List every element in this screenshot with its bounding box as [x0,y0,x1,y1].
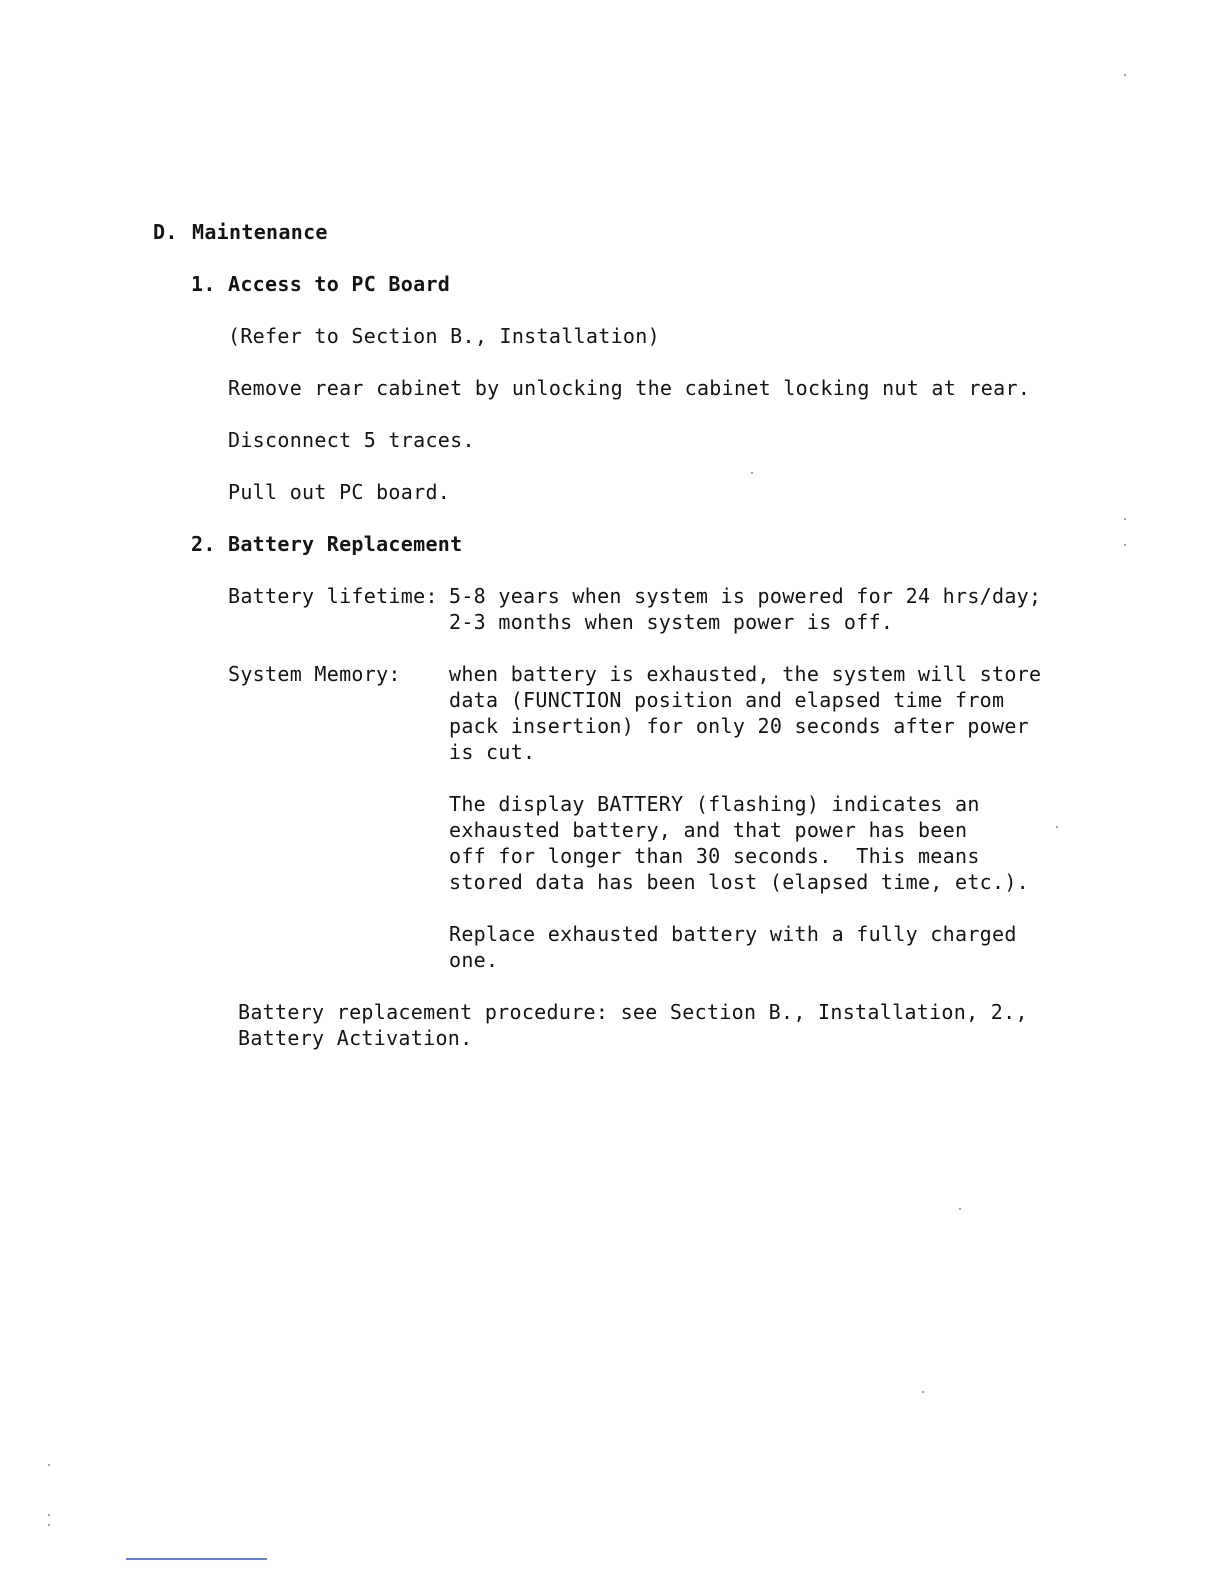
section-title: Maintenance [192,220,328,244]
pull-board-paragraph: Pull out PC board. [228,480,451,504]
scan-speck [1124,544,1126,546]
section-letter: D. [153,220,178,244]
subsection-1-number: 1. [191,272,216,296]
battery-display-line: stored data has been lost (elapsed time, etc.). [449,870,1030,894]
replace-battery-line: Replace exhausted battery with a fully charged [449,922,1017,946]
procedure-line: Battery replacement procedure: see Section B., Installation, 2., [238,1000,1028,1024]
disconnect-traces-paragraph: Disconnect 5 traces. [228,428,475,452]
system-memory-line: is cut. [449,740,536,764]
battery-lifetime-line: 2-3 months when system power is off. [449,610,894,634]
scan-speck [48,1514,50,1516]
battery-lifetime-line: 5-8 years when system is powered for 24 hrs/day; [449,584,1042,608]
scan-speck [959,1208,961,1210]
scan-speck [922,1391,924,1393]
subsection-1-title: Access to PC Board [228,272,451,296]
refer-paragraph: (Refer to Section B., Installation) [228,324,660,348]
scan-speck [751,472,753,474]
system-memory-line: when battery is exhausted, the system will store [449,662,1042,686]
subsection-2-number: 2. [191,532,216,556]
battery-lifetime-label: Battery lifetime: [228,584,438,608]
scan-speck [48,1524,50,1526]
system-memory-line: data (FUNCTION position and elapsed time from [449,688,1005,712]
scan-speck [48,1464,50,1466]
scan-speck [1124,74,1126,76]
procedure-line: Battery Activation. [238,1026,473,1050]
battery-display-line: The display BATTERY (flashing) indicates an [449,792,980,816]
remove-cabinet-paragraph: Remove rear cabinet by unlocking the cabinet locking nut at rear. [228,376,1031,400]
system-memory-line: pack insertion) for only 20 seconds after power [449,714,1030,738]
bottom-blue-rule [126,1558,267,1560]
system-memory-label: System Memory: [228,662,401,686]
battery-display-line: exhausted battery, and that power has been [449,818,968,842]
replace-battery-line: one. [449,948,499,972]
scan-speck [1124,518,1126,520]
battery-display-line: off for longer than 30 seconds. This means [449,844,980,868]
scan-speck [1056,826,1058,828]
subsection-2-title: Battery Replacement [228,532,463,556]
